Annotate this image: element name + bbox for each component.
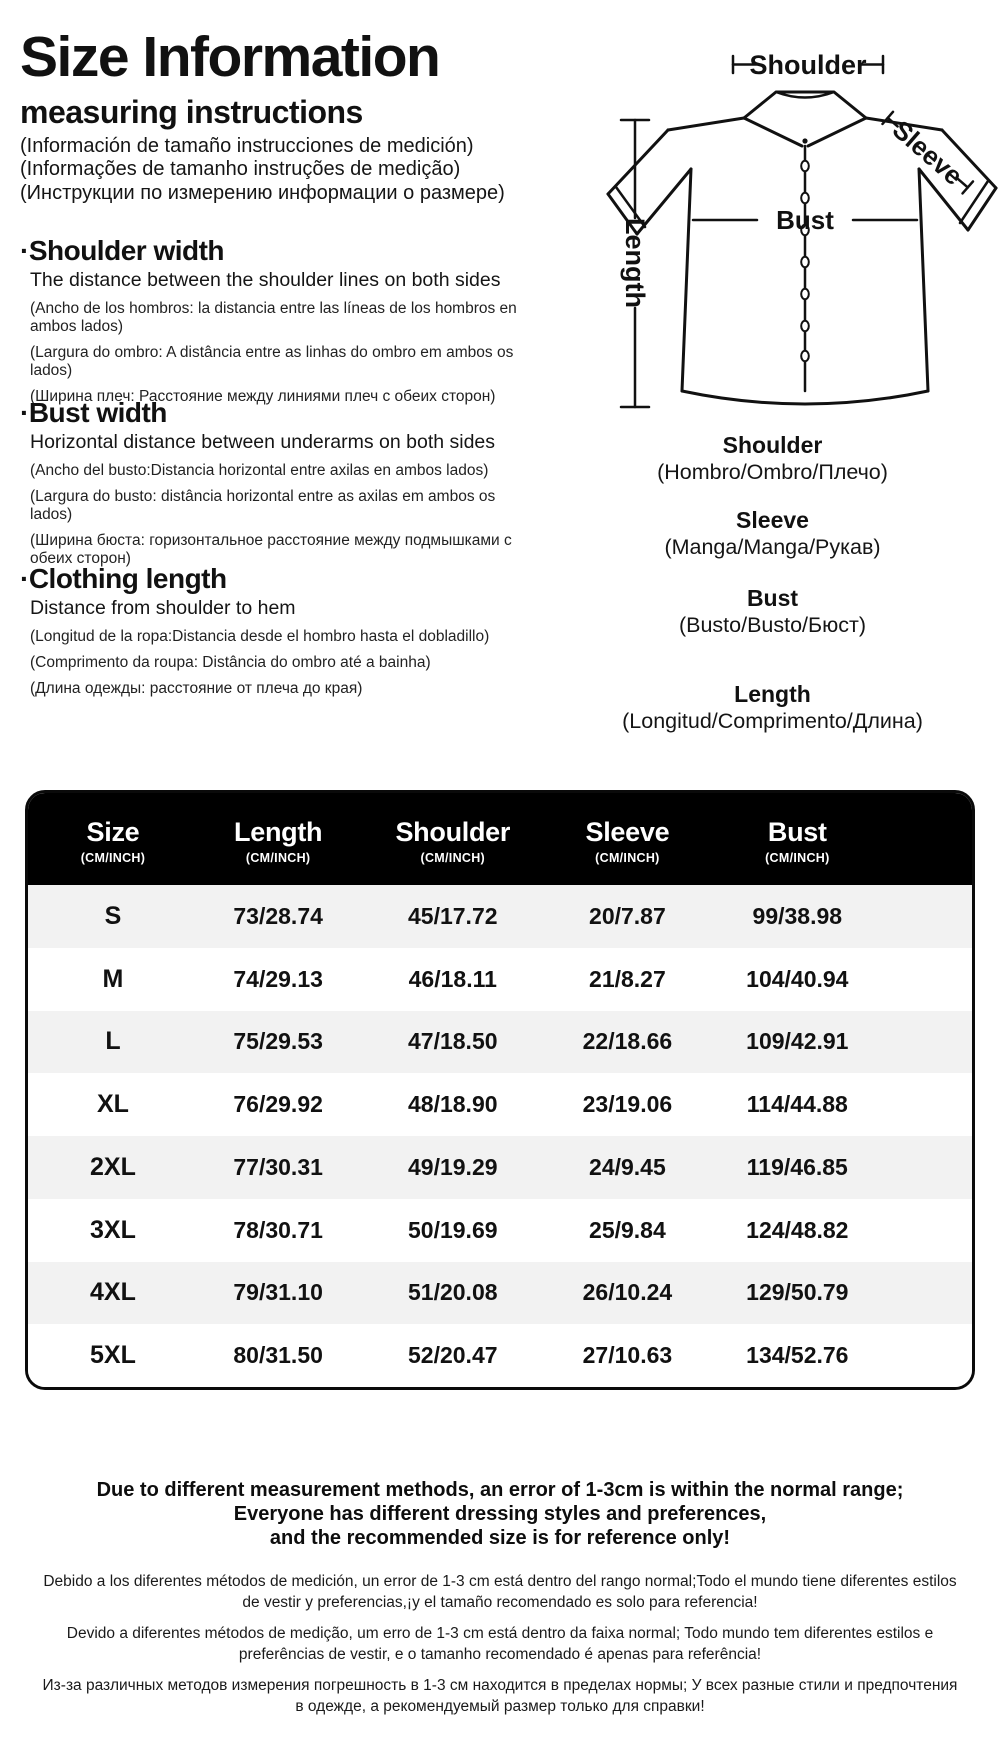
header-spacer [887,793,972,885]
diagram-bust-label: Bust [776,205,834,235]
legend-length [545,681,1000,734]
size-table-container [25,790,975,1390]
cell-length: 74/29.13 [233,965,323,992]
cell-spacer [887,1073,972,1136]
table-row [28,1199,972,1262]
legend-translations: (Busto/Busto/Бюст) [678,613,867,637]
legend-translations: (Longitud/Comprimento/Длина) [622,709,923,733]
legend-translations: (Hombro/Ombro/Плечо) [657,460,888,484]
cell-shoulder: 46/18.11 [408,965,497,992]
subtitle-translation-ru: (Инструкции по измерению информации о размере) [20,181,505,204]
disclaimer-russian: Из-за различных методов измерения погрешность в 1-3 см находится в пределах нормы; У всех разные стили и предпочтения в одежде, а рекомендуемый размер только для справки! [42,1677,958,1715]
table-row [28,1262,972,1325]
subtitle-translations [20,135,550,206]
cell-length: 76/29.92 [233,1091,323,1118]
cell-bust: 119/46.85 [746,1153,848,1180]
cell-shoulder: 47/18.50 [408,1028,498,1055]
legend-shoulder [545,432,1000,485]
section-title: ·Shoulder width [20,235,225,266]
legend-name: Length [734,681,811,707]
cell-size: 5XL [90,1341,136,1370]
cell-sleeve: 25/9.84 [589,1216,666,1243]
cell-spacer [887,1262,972,1325]
section-description: Horizontal distance between underarms on both sides [30,431,496,453]
cell-spacer [887,1136,972,1199]
cell-bust: 104/40.94 [746,965,849,992]
diagram-shoulder-label: Shoulder [749,50,867,80]
table-row [28,885,972,948]
cell-bust: 134/52.76 [746,1342,849,1369]
cell-size: S [104,901,122,930]
legend-name: Shoulder [722,432,823,458]
cell-length: 80/31.50 [233,1342,323,1369]
section-translation-pt: (Comprimento da roupa: Distância do ombro até a bainha) [30,654,431,671]
cell-bust: 114/44.88 [746,1091,848,1118]
header-bust: Bust (CM/INCH) [765,817,830,865]
cell-size: 2XL [90,1152,136,1181]
section-clothing-length [20,564,545,698]
cell-size: L [105,1027,121,1056]
table-row [28,1324,972,1387]
cell-length: 77/30.31 [233,1153,323,1180]
page-title: Size Information [20,25,440,89]
size-table-body [28,885,972,1387]
cell-size: 3XL [90,1215,136,1244]
cell-sleeve: 21/8.27 [589,965,666,992]
cell-shoulder: 50/19.69 [408,1216,498,1243]
cell-bust: 99/38.98 [752,902,843,929]
table-row [28,1073,972,1136]
legend-translations: (Manga/Manga/Рукав) [664,535,881,559]
cell-length: 75/29.53 [233,1028,323,1055]
section-translation-ru: (Ширина плеч: Расстояние между линиями плеч с обеих сторон) [30,388,496,405]
section-translation-es: (Longitud de la ropa:Distancia desde el hombro hasta el dobladillo) [30,628,490,645]
cell-size: M [102,964,124,993]
legend-bust [545,585,1000,638]
cell-sleeve: 26/10.24 [582,1279,673,1306]
section-translation-es: (Ancho del busto:Distancia horizontal entre axilas en ambos lados) [30,462,489,479]
section-translation-pt: (Largura do busto: distância horizontal entre as axilas em ambos os lados) [30,488,496,523]
section-translation-ru: (Длина одежды: расстояние от плеча до края) [30,680,363,697]
cell-length: 78/30.71 [233,1216,323,1243]
cell-shoulder: 45/17.72 [408,902,498,929]
header-row [28,793,972,885]
cell-spacer [887,1011,972,1074]
section-translation-ru: (Ширина бюста: горизонтальное расстояние между подмышками с обеих сторон) [30,532,512,567]
section-description: Distance from shoulder to hem [30,597,296,619]
header-size: Size (CM/INCH) [80,817,146,865]
legend-name: Bust [746,585,799,611]
section-shoulder-width [20,236,545,406]
cell-shoulder: 48/18.90 [408,1091,498,1118]
cell-shoulder: 51/20.08 [408,1279,498,1306]
cell-spacer [887,948,972,1011]
disclaimer-english [40,1478,960,1550]
section-description: The distance between the shoulder lines on both sides [30,269,501,291]
cell-sleeve: 24/9.45 [589,1153,666,1180]
disclaimer-spanish: Debido a los diferentes métodos de medición, un error de 1-3 cm está dentro del rango normal;Todo el mundo tiene diferentes estilos de vestir y preferencias,¡y el tamaño recomendado es solo para referencia! [43,1573,957,1611]
cell-sleeve: 20/7.87 [589,902,666,929]
cell-sleeve: 27/10.63 [582,1342,673,1369]
cell-sleeve: 22/18.66 [582,1028,673,1055]
cell-length: 79/31.10 [233,1279,323,1306]
size-table [28,793,972,1387]
size-table-header [28,793,972,885]
cell-bust: 124/48.82 [746,1216,849,1243]
cell-shoulder: 52/20.47 [408,1342,498,1369]
subtitle-translation-es: (Información de tamaño instrucciones de medición) [20,134,474,157]
legend-sleeve [545,507,1000,560]
cell-sleeve: 23/19.06 [582,1091,673,1118]
header [20,25,550,205]
section-title: ·Bust width [20,397,167,428]
cell-bust: 129/50.79 [746,1279,849,1306]
section-translation-pt: (Largura do ombro: A distância entre as linhas do ombro em ambos os lados) [30,344,514,379]
section-bust-width [20,398,545,568]
page-subtitle: measuring instructions [20,93,363,130]
disclaimer-line: and the recommended size is for reference only! [269,1527,731,1549]
cell-spacer [887,1324,972,1387]
subtitle-translation-pt: (Informações de tamanho instruções de medição) [20,158,461,181]
disclaimer-line: Due to different measurement methods, an error of 1-3cm is within the normal range; [96,1479,904,1501]
section-translation-es: (Ancho de los hombros: la distancia entre las líneas de los hombros en ambos lados) [30,300,517,335]
cell-spacer [887,1199,972,1262]
header-sleeve: Sleeve (CM/INCH) [585,817,670,865]
cell-spacer [887,885,972,948]
collar-button [802,138,807,143]
table-row [28,948,972,1011]
diagram-length-label: Length [620,218,650,308]
header-shoulder: Shoulder (CM/INCH) [395,817,511,865]
cell-size: XL [96,1090,129,1119]
cell-size: 4XL [90,1278,136,1307]
table-row [28,1011,972,1074]
cell-shoulder: 49/19.29 [408,1153,498,1180]
header-length: Length (CM/INCH) [234,817,323,865]
cell-bust: 109/42.91 [746,1028,849,1055]
section-title: ·Clothing length [20,563,227,594]
disclaimer-line: Everyone has different dressing styles and preferences, [233,1503,767,1525]
diagram-sleeve-label: Sleeve [886,114,969,192]
legend-name: Sleeve [736,507,809,533]
shirt-measurement-diagram [545,40,1000,425]
table-row [28,1136,972,1199]
disclaimer-portuguese: Devido a diferentes métodos de medição, um erro de 1-3 cm está dentro da faixa normal; Todo mundo tem diferentes estilos e preferências de vestir, e o tamanho recomendado é apenas para referência! [66,1625,934,1663]
cell-length: 73/28.74 [233,902,323,929]
